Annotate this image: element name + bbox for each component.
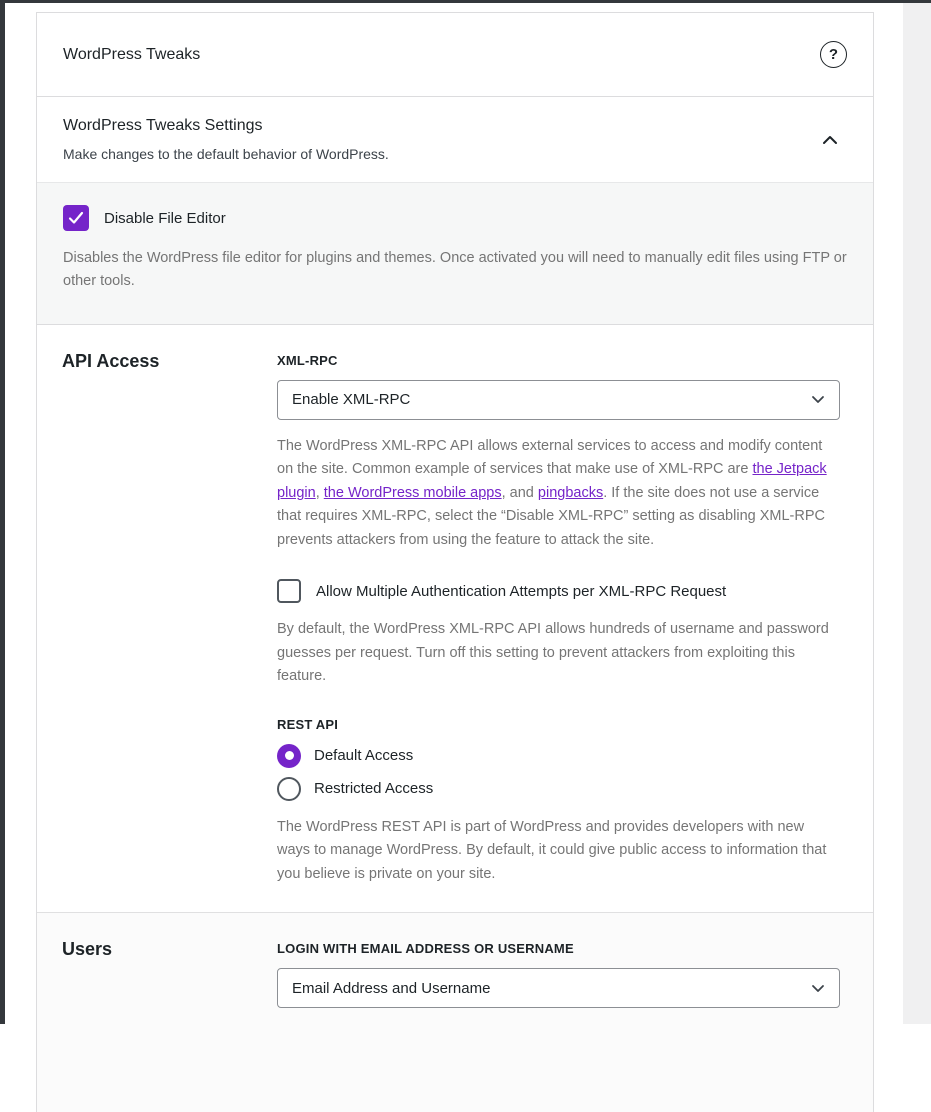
wordpress-mobile-apps-link[interactable]: the WordPress mobile apps	[323, 484, 502, 501]
xmlrpc-description-text: ,	[315, 484, 324, 501]
wordpress-tweaks-card	[36, 12, 874, 1112]
xmlrpc-description	[277, 435, 840, 552]
chevron-down-icon	[811, 395, 825, 404]
window-top-edge	[0, 0, 931, 3]
xmlrpc-description-text: , and	[501, 484, 538, 501]
login-with-select[interactable]	[277, 968, 840, 1008]
jetpack-plugin-link[interactable]: the Jetpack plugin	[277, 461, 827, 501]
xmlrpc-select-value: Enable XML-RPC	[292, 391, 411, 409]
users-heading: Users	[62, 939, 113, 960]
rest-api-description: The WordPress REST API is part of WordPress and provides developers with new ways to manage WordPress. By default, it could give public access to information that you believe is private on your site.	[277, 818, 827, 882]
xmlrpc-description-text: The WordPress XML-RPC API allows external services to access and modify content on the site. Common example of services that make use of XML-RPC are	[277, 437, 823, 478]
login-with-label: LOGIN WITH EMAIL ADDRESS OR USERNAME	[277, 941, 574, 957]
chevron-down-icon	[811, 984, 825, 993]
xmlrpc-label: XML-RPC	[277, 352, 338, 368]
rest-api-label: REST API	[277, 716, 339, 732]
admin-sidebar-edge	[0, 0, 5, 1024]
multi-auth-description: By default, the WordPress XML-RPC API allows hundreds of username and password guesses per request. Turn off this setting to prevent attackers from exploiting this feature.	[277, 621, 829, 685]
radio-selected-icon[interactable]	[277, 744, 301, 768]
default-access-label: Default Access	[314, 747, 414, 765]
chevron-up-icon	[821, 134, 839, 146]
disable-file-editor-panel	[37, 182, 873, 325]
rest-api-option-restricted[interactable]	[277, 777, 840, 801]
question-mark-icon: ?	[828, 46, 839, 63]
section-title: WordPress Tweaks Settings	[63, 117, 263, 134]
page-title: WordPress Tweaks	[63, 45, 201, 63]
unchecked-checkbox-icon[interactable]	[277, 579, 301, 603]
disable-file-editor-description: Disables the WordPress file editor for plugins and themes. Once activated you will need to manually edit files using FTP or other tools.	[63, 250, 847, 290]
page-background-gutter	[903, 0, 931, 1024]
section-subtitle: Make changes to the default behavior of WordPress.	[63, 146, 389, 162]
disable-file-editor-label: Disable File Editor	[104, 209, 226, 227]
api-access-heading: API Access	[62, 350, 160, 371]
settings-section-header	[37, 97, 873, 182]
collapse-section-button[interactable]	[817, 130, 843, 150]
xmlrpc-description-text: . If the site does not use a service that requires XML-RPC, select the “Disable XML-RPC” setting as disabling XML-RPC prevents attackers from using the feature to attack the site.	[277, 484, 825, 548]
restricted-access-label: Restricted Access	[314, 780, 434, 798]
module-header	[37, 13, 873, 97]
login-with-select-value: Email Address and Username	[292, 979, 491, 997]
xmlrpc-select[interactable]	[277, 380, 840, 420]
multi-auth-checkbox-row[interactable]	[277, 579, 840, 603]
pingbacks-link[interactable]: pingbacks	[537, 484, 604, 501]
radio-unselected-icon[interactable]	[277, 777, 301, 801]
checked-checkbox-icon[interactable]	[63, 205, 89, 231]
multi-auth-label: Allow Multiple Authentication Attempts per XML-RPC Request	[316, 582, 727, 600]
disable-file-editor-checkbox-row[interactable]	[63, 205, 847, 231]
api-access-section	[37, 325, 873, 912]
users-section	[37, 912, 873, 1112]
rest-api-option-default[interactable]	[277, 744, 840, 768]
help-button[interactable]	[820, 41, 847, 68]
radio-dot	[285, 751, 294, 760]
